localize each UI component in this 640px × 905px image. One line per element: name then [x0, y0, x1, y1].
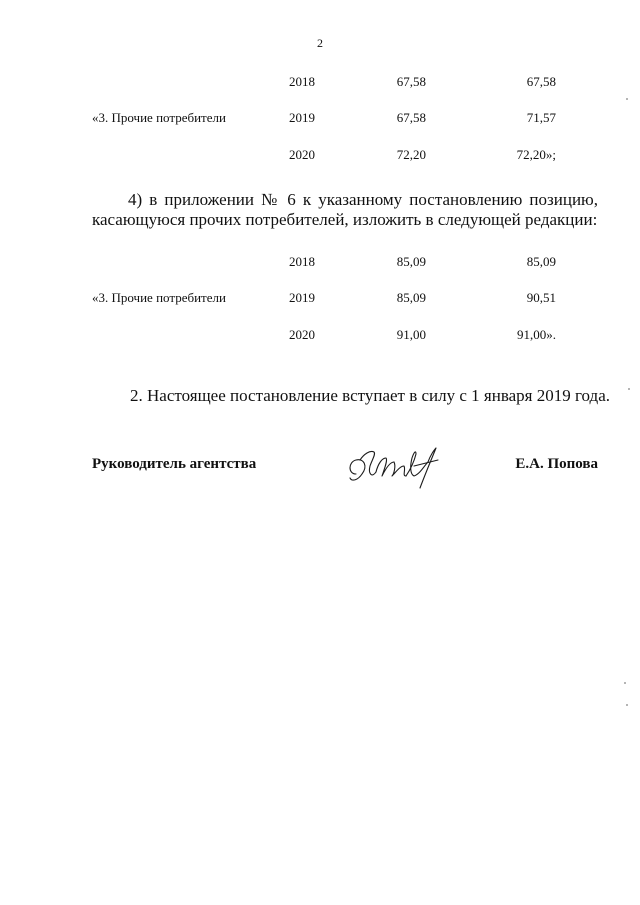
scan-speck	[626, 98, 628, 100]
table-2-row-2-year: 2019	[289, 290, 315, 305]
table-1-row-3-year: 2020	[289, 147, 315, 162]
handwritten-signature	[344, 444, 444, 497]
table-2-row-3-value-b: 91,00».	[517, 327, 556, 342]
table-1-row-2-value-b: 71,57	[526, 110, 556, 125]
effective-date-clause: 2. Настоящее постановление вступает в силу с 1 января 2019 года.	[130, 386, 611, 405]
paragraph-4-line-2: касающуюся прочих потребителей, изложить в следующей редакции:	[92, 210, 598, 229]
table-1-category-label: «3. Прочие потребители	[92, 110, 226, 125]
table-1-row-2-value-a: 67,58	[396, 110, 426, 125]
signatory-position: Руководитель агентства	[92, 456, 257, 472]
table-2-row-2-value-b: 90,51	[526, 290, 556, 305]
table-2-row-1-year: 2018	[289, 254, 315, 269]
signatory-name: Е.А. Попова	[515, 456, 598, 472]
paragraph-4	[92, 190, 598, 230]
scan-speck	[626, 704, 628, 706]
scan-speck	[628, 388, 630, 390]
paragraph-4-line-1: 4) в приложении № 6 к указанному постановлению позицию,	[128, 190, 598, 209]
table-2-row-2-value-a: 85,09	[396, 290, 426, 305]
table-2-row-3-year: 2020	[289, 327, 315, 342]
table-1-row-3-value-b: 72,20»;	[516, 147, 556, 162]
table-2-row-1-value-b: 85,09	[526, 254, 556, 269]
page-number: 2	[317, 36, 323, 50]
table-2-category-label: «3. Прочие потребители	[92, 290, 226, 305]
table-1-row-1-year: 2018	[289, 74, 315, 89]
table-2-row-3-value-a: 91,00	[396, 327, 426, 342]
table-1-row-3-value-a: 72,20	[396, 147, 426, 162]
table-2-row-1-value-a: 85,09	[396, 254, 426, 269]
table-1-row-1-value-a: 67,58	[396, 74, 426, 89]
table-1-row-1-value-b: 67,58	[526, 74, 556, 89]
table-1-row-2-year: 2019	[289, 110, 315, 125]
scan-speck	[624, 682, 626, 684]
